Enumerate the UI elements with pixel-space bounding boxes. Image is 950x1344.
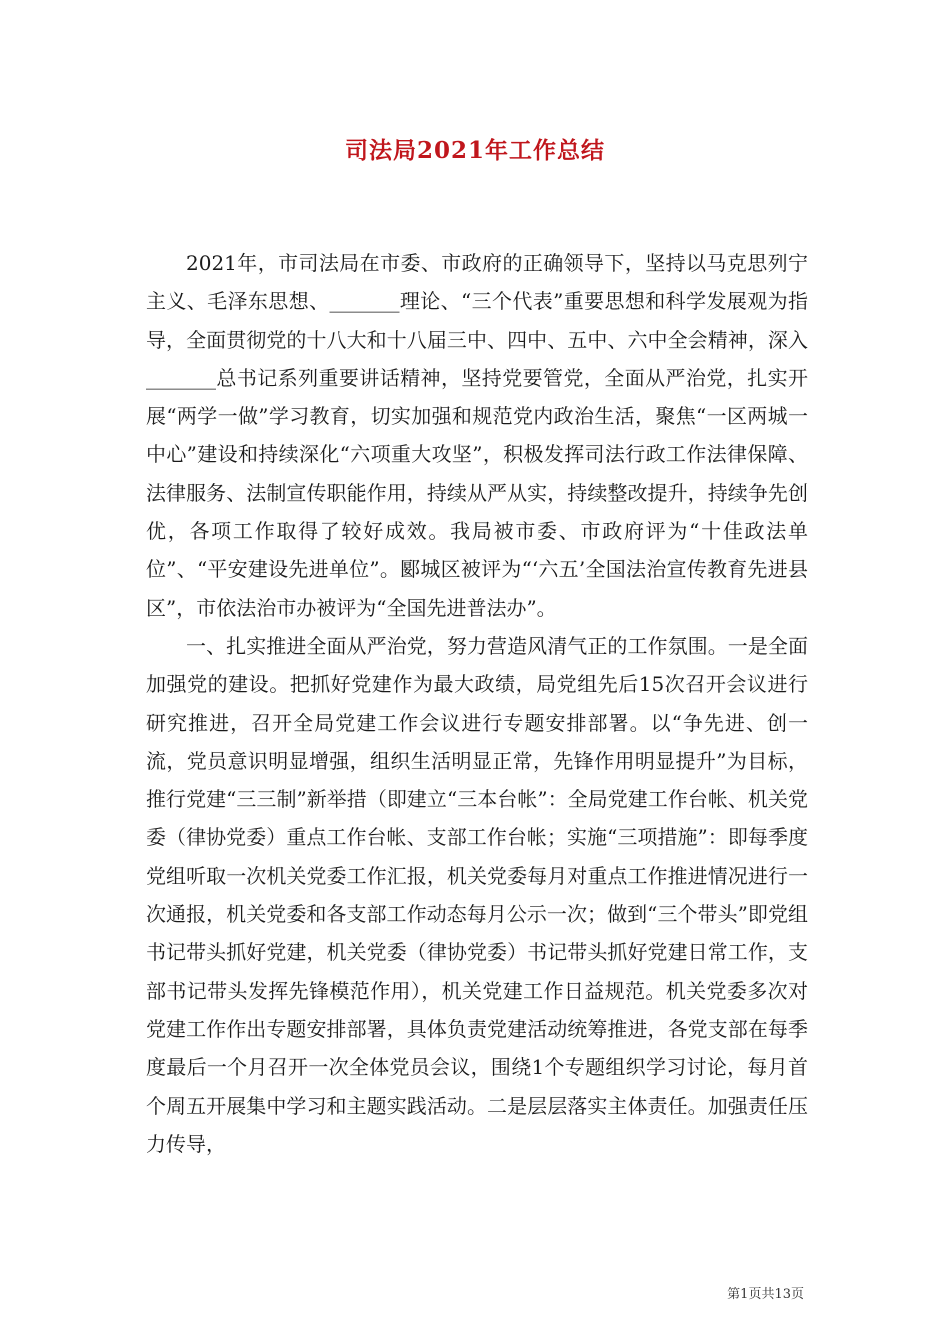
document-body bbox=[146, 244, 808, 1163]
paragraph-section-one: 一、扎实推进全面从严治党，努力营造风清气正的工作氛围。一是全面加强党的建设。把抓好党建作为最大政绩，局党组先后15次召开会议进行研究推进，召开全局党建工作会议进行专题安排部署。以“争先进、创一流，党员意识明显增强，组织生活明显正常，先锋作用明显提升”为目标，推行党建“三三制”新举措（即建立“三本台帐”：全局党建工作台帐、机关党委（律协党委）重点工作台帐、支部工作台帐；实施“三项措施”：即每季度党组听取一次机关党委工作汇报，机关党委每月对重点工作推进情况进行一次通报，机关党委和各支部工作动态每月公示一次；做到“三个带头”即党组书记带头抓好党建，机关党委（律协党委）书记带头抓好党建日常工作，支部书记带头发挥先锋模范作用），机关党建工作日益规范。机关党委多次对党建工作作出专题安排部署，具体负责党建活动统筹推进，各党支部在每季度最后一个月召开一次全体党员会议，围绕1个专题组织学习讨论，每月首个周五开展集中学习和主题实践活动。二是层层落实主体责任。加强责任压力传导， bbox=[146, 633, 808, 1156]
paragraph-intro: 2021年，市司法局在市委、市政府的正确领导下，坚持以马克思列宁主义、毛泽东思想、_______理论、“三个代表”重要思想和科学发展观为指导，全面贯彻党的十八大和十八届三中、四中、五中、六中全会精神，深入_______总书记系列重要讲话精神，坚持党要管党，全面从严治党，扎实开展“两学一做”学习教育，切实加强和规范党内政治生活，聚焦“一区两城一中心”建设和持续深化“六项重大攻坚”，积极发挥司法行政工作法律保障、法律服务、法制宣传职能作用，持续从严从实，持续整改提升，持续争先创优，各项工作取得了较好成效。我局被市委、市政府评为“十佳政法单位”、“平安建设先进单位”。郾城区被评为“‘六五’全国法治宣传教育先进县区”，市依法治市办被评为“全国先进普法办”。 bbox=[146, 251, 808, 620]
document-title: 司法局2021年工作总结 bbox=[344, 137, 605, 164]
page-number: 第1页共13页 bbox=[727, 1287, 804, 1302]
